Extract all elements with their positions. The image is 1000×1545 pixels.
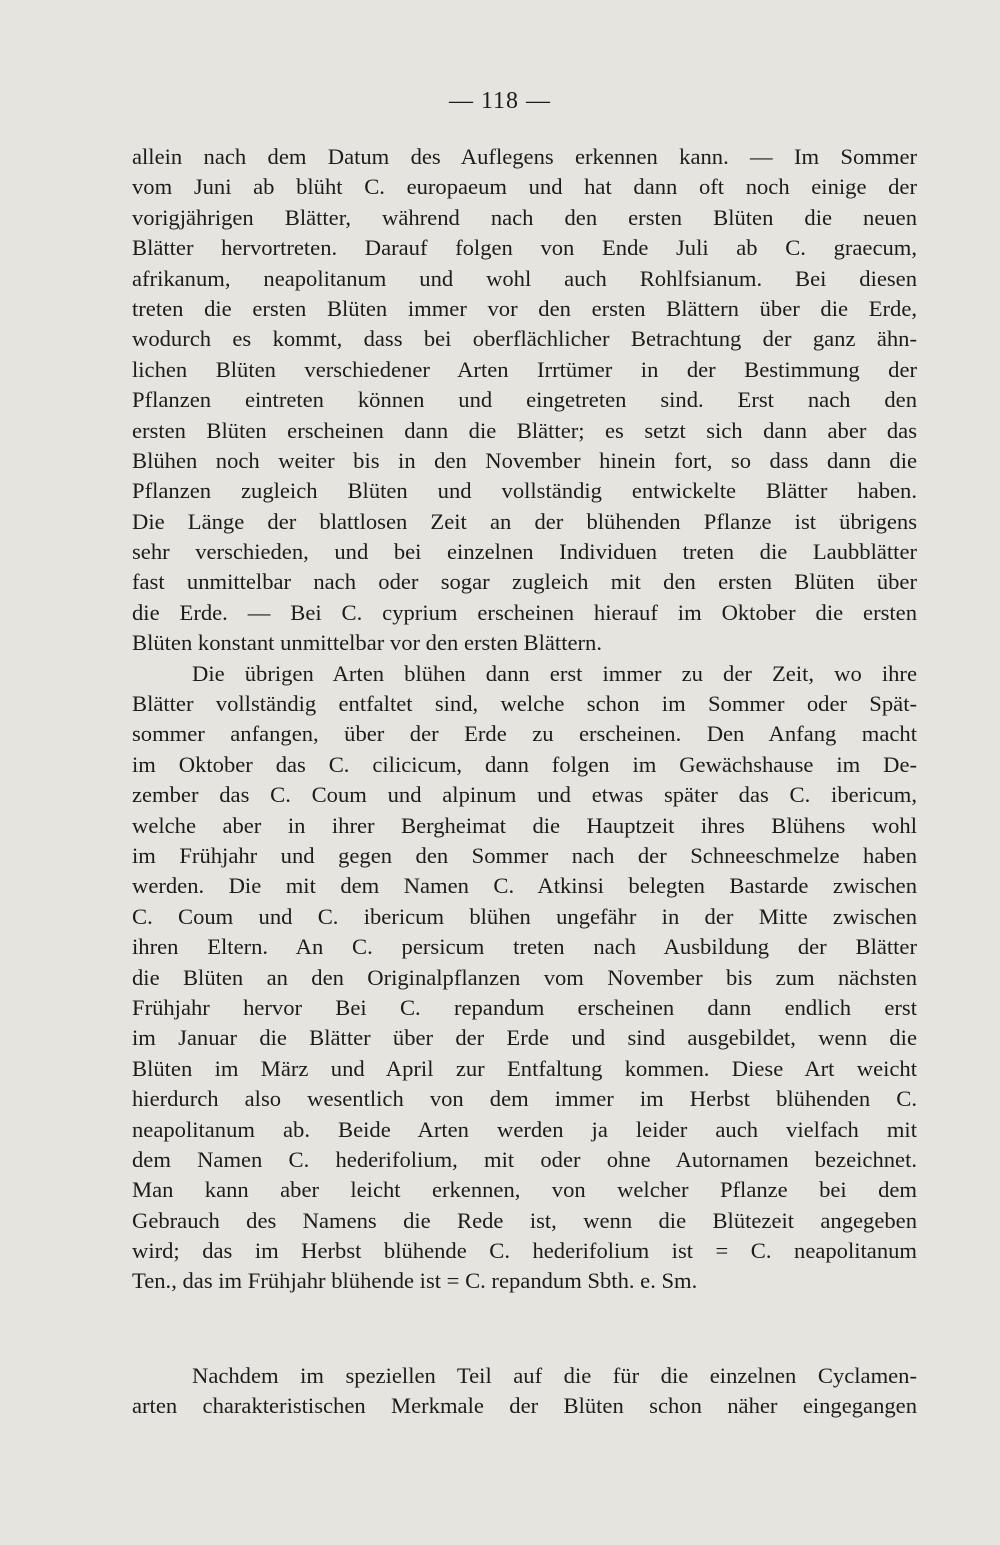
text-line: Gebrauch des Namens die Rede ist, wenn die Blütezeit angegeben — [132, 1207, 917, 1233]
text-line: afrikanum, neapolitanum und wohl auch Rohlfsianum. Bei diesen — [132, 265, 917, 291]
text-line: C. Coum und C. ibericum blühen ungefähr in der Mitte zwischen — [132, 903, 917, 929]
text-line: im Januar die Blätter über der Erde und sind ausgebildet, wenn die — [132, 1025, 917, 1051]
text-line: sehr verschieden, und bei einzelnen Individuen treten die Laubblätter — [132, 539, 917, 565]
text-line: vorigjährigen Blätter, während nach den ersten Blüten die neuen — [132, 204, 917, 230]
text-line: vom Juni ab blüht C. europaeum und hat dann oft noch einige der — [132, 174, 917, 200]
text-line: Blühen noch weiter bis in den November hinein fort, so dass dann die — [132, 447, 917, 473]
text-line: Nachdem im speziellen Teil auf die für die einzelnen Cyclamen- — [192, 1363, 917, 1388]
text-line: Man kann aber leicht erkennen, von welcher Pflanze bei dem — [132, 1177, 917, 1203]
text-line: im Frühjahr und gegen den Sommer nach der Schneeschmelze haben — [132, 842, 917, 868]
page-number: — 118 — — [448, 88, 552, 114]
next-section-text — [132, 1361, 917, 1422]
paragraph-3 — [132, 1361, 917, 1422]
paragraph-2 — [132, 659, 917, 1297]
text-line: Blüten konstant unmittelbar vor den ersten Blättern. — [132, 630, 602, 656]
text-line: die Erde. — Bei C. cyprium erscheinen hierauf im Oktober die ersten — [132, 599, 917, 625]
text-line: zember das C. Coum und alpinum und etwas später das C. ibericum, — [132, 782, 917, 808]
text-line: arten charakteristischen Merkmale der Blüten schon näher eingegangen — [132, 1393, 917, 1419]
text-line: Die Länge der blattlosen Zeit an der blühenden Pflanze ist übrigens — [132, 508, 917, 534]
main-text — [132, 142, 917, 1297]
text-line: Pflanzen zugleich Blüten und vollständig entwickelte Blätter haben. — [132, 478, 917, 504]
text-line: im Oktober das C. cilicicum, dann folgen im Gewächshause im De- — [132, 751, 917, 777]
text-line: Die übrigen Arten blühen dann erst immer zu der Zeit, wo ihre — [192, 660, 917, 686]
text-line: ersten Blüten erscheinen dann die Blätter; es setzt sich dann aber das — [132, 417, 917, 443]
text-line: Blätter hervortreten. Darauf folgen von Ende Juli ab C. graecum, — [132, 235, 917, 261]
text-line: wird; das im Herbst blühende C. hederifolium ist = C. neapolitanum — [132, 1238, 917, 1264]
text-line: treten die ersten Blüten immer vor den ersten Blättern über die Erde, — [132, 295, 917, 321]
text-line: welche aber in ihrer Bergheimat die Hauptzeit ihres Blühens wohl — [132, 812, 917, 838]
text-line: Blüten im März und April zur Entfaltung kommen. Diese Art weicht — [132, 1055, 917, 1081]
text-line: Blätter vollständig entfaltet sind, welche schon im Sommer oder Spät- — [132, 691, 917, 717]
paragraph-1 — [132, 142, 917, 659]
text-line: Frühjahr hervor Bei C. repandum erscheinen dann endlich erst — [132, 994, 917, 1020]
text-line: werden. Die mit dem Namen C. Atkinsi belegten Bastarde zwischen — [132, 873, 917, 899]
text-line: wodurch es kommt, dass bei oberflächlicher Betrachtung der ganz ähn- — [132, 326, 917, 352]
text-line: Pflanzen eintreten können und eingetreten sind. Erst nach den — [132, 387, 917, 413]
text-line: hierdurch also wesentlich von dem immer im Herbst blühenden C. — [132, 1086, 917, 1112]
text-line: die Blüten an den Originalpflanzen vom November bis zum nächsten — [132, 964, 917, 990]
text-line: Ten., das im Frühjahr blühende ist = C. repandum Sbth. e. Sm. — [132, 1268, 698, 1294]
text-line: allein nach dem Datum des Auflegens erkennen kann. — Im Sommer — [132, 144, 917, 169]
text-line: neapolitanum ab. Beide Arten werden ja leider auch vielfach mit — [132, 1116, 917, 1142]
text-line: ihren Eltern. An C. persicum treten nach Ausbildung der Blätter — [132, 934, 917, 960]
text-line: lichen Blüten verschiedener Arten Irrtümer in der Bestimmung der — [132, 356, 917, 382]
text-line: sommer anfangen, über der Erde zu erscheinen. Den Anfang macht — [132, 721, 917, 747]
text-line: fast unmittelbar nach oder sogar zugleich mit den ersten Blüten über — [132, 569, 917, 595]
text-line: dem Namen C. hederifolium, mit oder ohne Autornamen bezeichnet. — [132, 1146, 917, 1172]
